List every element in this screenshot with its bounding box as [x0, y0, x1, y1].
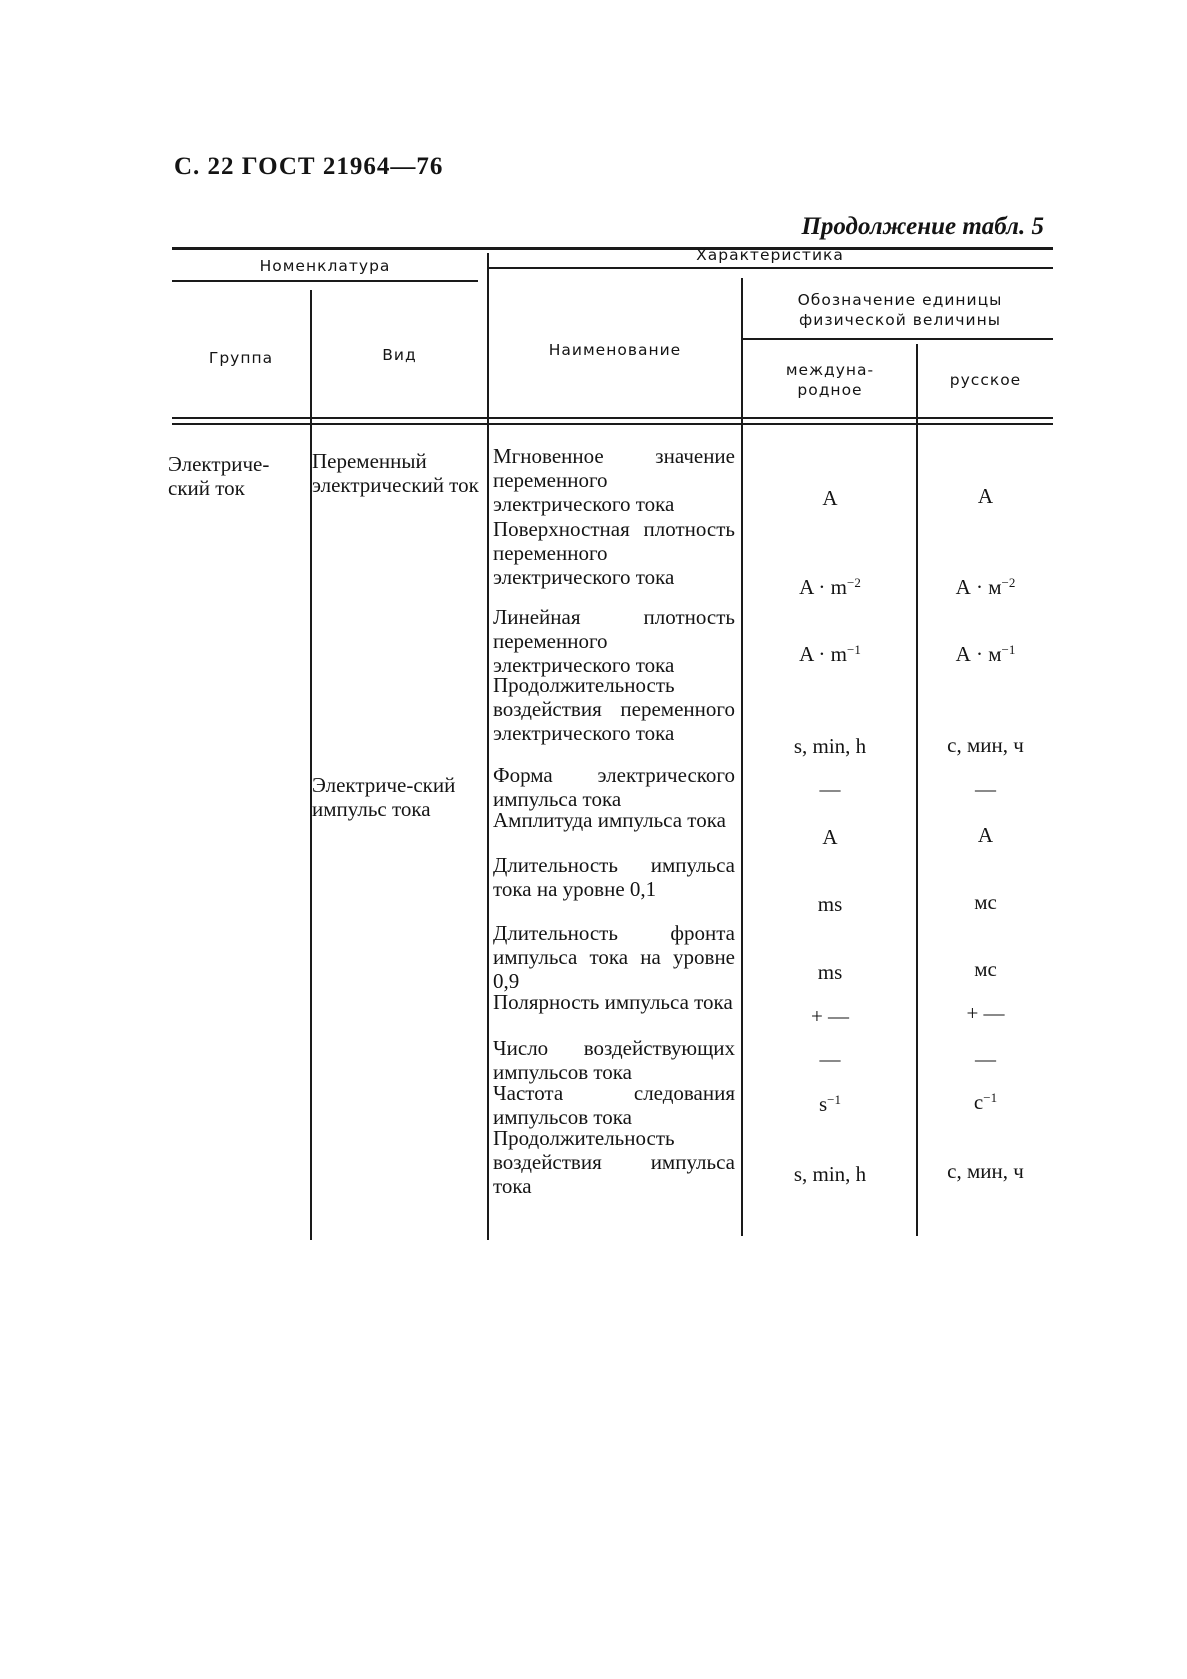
intl-symbol: ms: [817, 892, 843, 916]
rus-symbol: мс: [974, 890, 997, 914]
header-bottom-rule-1: [172, 417, 1053, 419]
rus-symbol: А: [977, 823, 994, 847]
rus-symbol: мс: [974, 957, 997, 981]
intl-symbol: ms: [817, 960, 843, 984]
page-header: С. 22 ГОСТ 21964—76: [174, 153, 444, 180]
header-unit-designation: Обозначение единицы физической величины: [797, 291, 1003, 329]
name-cell: Длительность импульса тока на уровне 0,1: [493, 853, 735, 902]
intl-symbol: —: [819, 777, 841, 801]
intl-symbol: A: [822, 825, 838, 849]
rule-under-nomenclature: [172, 280, 478, 282]
vrule-kind-name: [487, 253, 489, 1240]
rus-symbol: $А \cdot м^{-1}$: [955, 642, 1016, 666]
name-cell: Амплитуда импульса тока: [493, 808, 726, 832]
vrule-group-kind: [310, 290, 312, 1240]
name-cell: Число воздействующих импульсов тока: [493, 1036, 735, 1085]
name-cell: Частота следования импульсов тока: [493, 1081, 735, 1130]
header-russian: русское: [949, 371, 1022, 389]
kind-cell-pulse: Электриче-ский импульс тока: [312, 773, 456, 822]
name-cell: Линейная плотность переменного электрического тока: [493, 605, 735, 678]
rus-symbol: с, мин, ч: [947, 733, 1024, 757]
name-cell: Продолжительность воздействия импульса тока: [493, 1126, 735, 1199]
rus-symbol: —: [975, 777, 996, 801]
intl-symbol: $A \cdot m^{-2}$: [799, 575, 861, 599]
header-bottom-rule-2: [172, 423, 1053, 425]
intl-symbol: $s^{-1}$: [818, 1092, 842, 1116]
intl-symbol: —: [819, 1047, 841, 1071]
rus-symbol: с, мин, ч: [947, 1159, 1024, 1183]
intl-symbol: $A \cdot m^{-1}$: [799, 642, 861, 666]
rule-under-unit-designation: [742, 338, 1053, 340]
rus-symbol: + —: [966, 1001, 1005, 1025]
rus-symbol: —: [975, 1047, 996, 1071]
intl-symbol: A: [822, 486, 838, 510]
header-group: Группа: [208, 349, 274, 367]
intl-symbol: s, min, h: [793, 1162, 867, 1186]
header-name: Наименование: [548, 341, 682, 359]
intl-symbol: + —: [810, 1004, 850, 1028]
rus-symbol: А: [977, 484, 994, 508]
name-cell: Форма электрического импульса тока: [493, 763, 735, 812]
name-cell: Продолжительность воздействия переменного электрического тока: [493, 673, 735, 746]
kind-cell-alternating: Переменный электрический ток: [312, 449, 479, 498]
name-cell: Длительность фронта импульса тока на уровне 0,9: [493, 921, 735, 994]
rule-under-characteristic: [487, 267, 1053, 269]
group-cell: Электриче-ский ток: [168, 452, 270, 501]
name-cell: Мгновенное значение переменного электрического тока: [493, 444, 735, 517]
rus-symbol: $с^{-1}$: [973, 1090, 998, 1114]
name-cell: Поверхностная плотность переменного электрического тока: [493, 517, 735, 590]
header-international: междуна-родное: [785, 361, 875, 399]
header-kind: Вид: [382, 346, 417, 364]
intl-symbol: s, min, h: [793, 734, 867, 758]
name-cell: Полярность импульса тока: [493, 990, 733, 1014]
header-characteristic: Характеристика: [696, 246, 844, 264]
rus-symbol: $А \cdot м^{-2}$: [955, 575, 1016, 599]
vrule-name-intl: [741, 278, 743, 1236]
header-nomenclature: Номенклатура: [259, 257, 391, 275]
table-continuation-label: Продолжение табл. 5: [801, 213, 1044, 240]
